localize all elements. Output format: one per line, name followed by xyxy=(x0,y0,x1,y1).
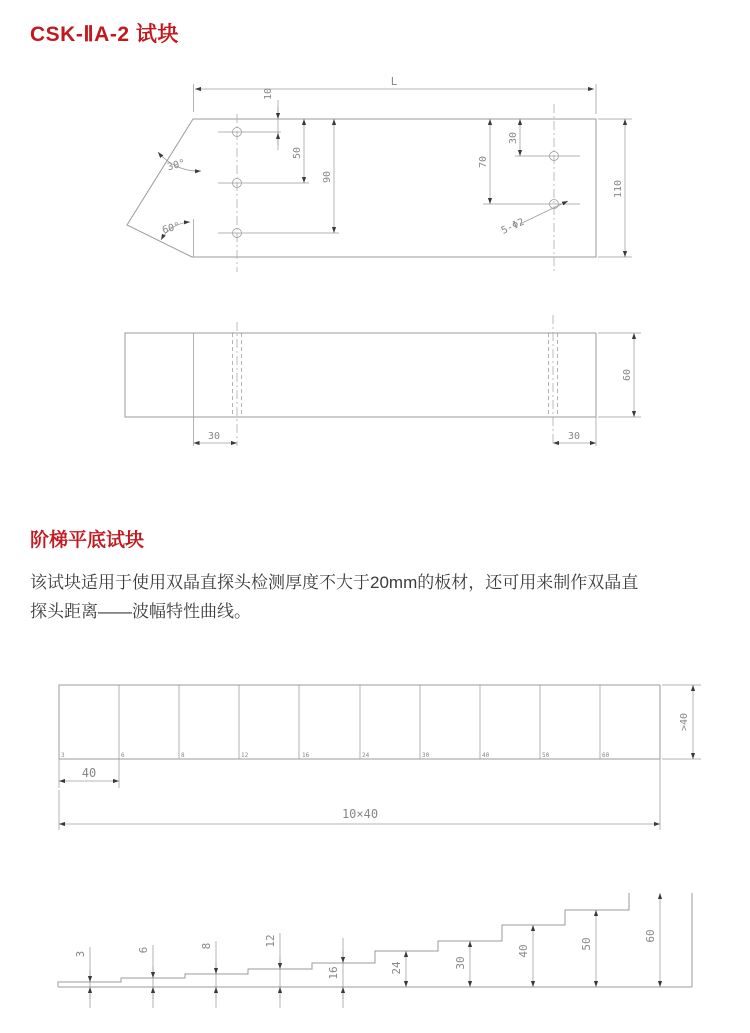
dim-label-70: 70 xyxy=(478,155,489,169)
depth-label: 30 xyxy=(422,752,430,759)
angle-label-60: 60° xyxy=(161,220,182,237)
depth-label: 6 xyxy=(121,752,125,759)
body-line-2: 探头距离——波幅特性曲线。 xyxy=(30,602,251,621)
step-label: 16 xyxy=(327,966,340,980)
depth-label: 3 xyxy=(61,752,65,759)
dim-label-total: 10×40 xyxy=(341,807,379,821)
dim-label-30-right: 30 xyxy=(567,431,581,442)
page-title: CSK-ⅡA-2 试块 xyxy=(30,23,179,46)
depth-label: 40 xyxy=(482,752,490,759)
depth-label: 50 xyxy=(542,752,550,759)
drawing-step-side-view xyxy=(58,893,692,1008)
step-label: 24 xyxy=(390,961,403,975)
step-label: 6 xyxy=(137,946,150,954)
dim-label-30-left: 30 xyxy=(207,431,221,442)
dim-label-10: 10 xyxy=(263,87,274,100)
dim-label-50: 50 xyxy=(292,146,303,160)
depth-label: 24 xyxy=(362,752,370,759)
dim-label-30: 30 xyxy=(508,131,519,145)
drawing-csk-top-view xyxy=(127,75,632,272)
step-label: 30 xyxy=(454,956,467,970)
drawing-step-top-view xyxy=(59,685,701,830)
depth-label: 12 xyxy=(241,752,249,759)
step-label: 12 xyxy=(264,934,277,948)
drawing-csk-side-view xyxy=(125,315,641,446)
section-heading: 阶梯平底试块 xyxy=(30,530,145,551)
dim-label-40: 40 xyxy=(81,766,97,780)
depth-label: 8 xyxy=(181,752,185,759)
dim-label-110: 110 xyxy=(613,179,624,199)
depth-label: 60 xyxy=(602,752,610,759)
block-outline xyxy=(127,119,596,257)
angle-label-30: 30° xyxy=(166,157,187,174)
step-label: 8 xyxy=(200,942,213,950)
holes-callout: 5-Φ2 xyxy=(499,216,527,237)
step-label: 50 xyxy=(580,937,593,951)
dim-label-height: >40 xyxy=(679,712,690,732)
block-side-outline xyxy=(125,333,596,417)
step-label: 60 xyxy=(644,929,657,943)
dim-label-60: 60 xyxy=(622,368,633,382)
step-top-outline xyxy=(59,685,660,759)
dim-label-L: L xyxy=(390,75,398,88)
body-line-1: 该试块适用于使用双晶直探头检测厚度不大于20mm的板材，还可用来制作双晶直 xyxy=(30,573,639,592)
dim-label-90: 90 xyxy=(322,170,333,184)
step-label: 40 xyxy=(517,944,530,958)
staircase-profile xyxy=(58,893,629,987)
depth-label: 16 xyxy=(302,752,310,759)
step-label: 3 xyxy=(74,950,87,958)
